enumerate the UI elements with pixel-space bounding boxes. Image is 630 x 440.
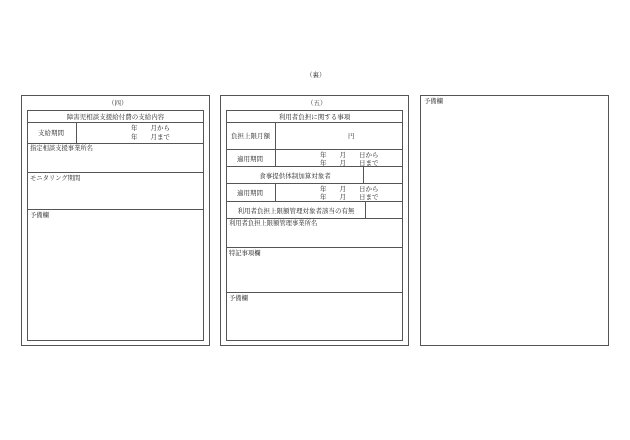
special-notes-field[interactable] (226, 247, 403, 293)
period-value-cell[interactable] (76, 122, 204, 144)
period-to: 年 月まで (131, 133, 170, 141)
panel-5-reserve-label: 予備欄 (229, 295, 248, 302)
period-label: 支給期間 (38, 129, 64, 137)
applied-to-2: 年 月 日まで (320, 193, 379, 201)
period-from: 年 月から (131, 124, 170, 132)
panel-5-inner (226, 110, 403, 341)
panel-4-inner (27, 110, 204, 341)
meal-value-cell[interactable] (363, 166, 403, 184)
applied-from-2: 年 月 日から (320, 185, 379, 193)
meal-label-cell (226, 166, 364, 184)
limit-mgmt-office-label: 利用者負担上限額管理事業所名 (229, 220, 318, 227)
burden-title: 利用者負担に関する事項 (278, 113, 351, 121)
period-label-cell (27, 122, 77, 144)
page-header: （裏） (306, 71, 326, 79)
panel-4-reserve-field[interactable] (27, 209, 204, 341)
limit-mgmt-office-field[interactable] (226, 218, 403, 248)
panel-4-heading: （四） (108, 99, 128, 107)
panel-5-heading: （五） (307, 99, 327, 107)
limit-label-cell (226, 122, 276, 150)
panel-reserve[interactable] (420, 95, 609, 346)
panel-user-burden (220, 95, 409, 346)
office-name-label: 指定相談支援事業所名 (30, 145, 93, 152)
panel-4-reserve-label: 予備欄 (30, 212, 49, 219)
applied-value-cell[interactable] (275, 149, 403, 167)
panel-benefit-details (21, 95, 210, 346)
applied-label-cell (226, 149, 276, 167)
office-name-field[interactable] (27, 143, 204, 173)
applied-to: 年 月 日まで (320, 159, 379, 167)
applied-label-2: 適用期間 (237, 189, 263, 197)
limit-mgmt-label-cell (226, 201, 366, 219)
applied-label-cell-2 (226, 183, 276, 202)
benefit-title: 障害児相談支援給付費の支給内容 (66, 113, 165, 121)
panel-6-reserve-label: 予備欄 (424, 98, 443, 105)
panel-5-reserve-field[interactable] (226, 292, 403, 341)
limit-value-cell[interactable] (275, 122, 403, 150)
limit-mgmt-label: 利用者負担上限額管理対象者該当の有無 (237, 207, 355, 215)
applied-label: 適用期間 (237, 155, 263, 163)
applied-value-cell-2[interactable] (275, 183, 403, 202)
special-notes-label: 特記事項欄 (229, 250, 261, 257)
yen-unit: 円 (348, 132, 355, 140)
applied-from: 年 月 日から (320, 151, 379, 159)
limit-mgmt-value-cell[interactable] (365, 201, 403, 219)
monitoring-field[interactable] (27, 172, 204, 210)
monitoring-label: モニタリング期間 (30, 175, 81, 182)
meal-label: 食事提供体制加算対象者 (259, 172, 331, 180)
limit-label: 負担上限月額 (231, 132, 270, 140)
